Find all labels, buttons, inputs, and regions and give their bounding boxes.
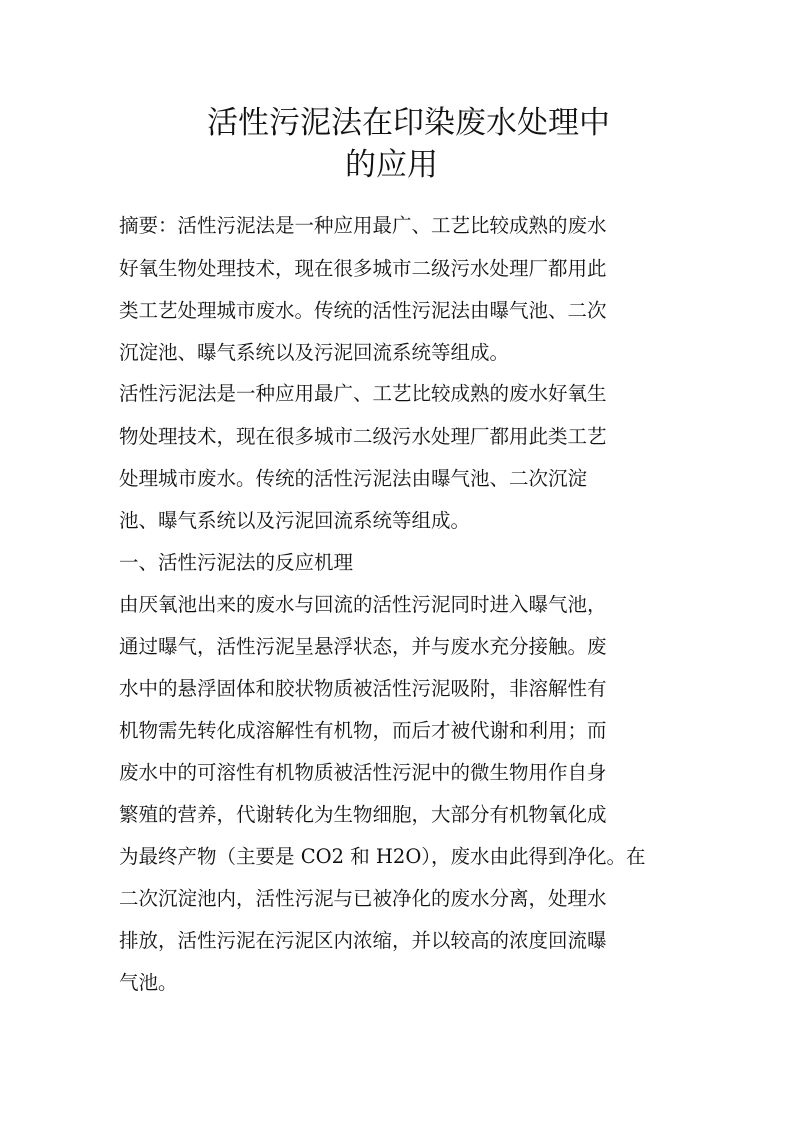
section-body-line: 通过曝气，活性污泥呈悬浮状态，并与废水充分接触。废 <box>119 635 607 658</box>
abstract-line: 好氧生物处理技术，现在很多城市二级污水处理厂都用此 <box>119 257 607 280</box>
section-body-line: 繁殖的营养，代谢转化为生物细胞，大部分有机物氧化成 <box>119 803 607 826</box>
section-body-line: 排放，活性污泥在污泥区内浓缩，并以较高的浓度回流曝 <box>119 929 607 952</box>
section-body-line: 水中的悬浮固体和胶状物质被活性污泥吸附，非溶解性有 <box>119 677 607 700</box>
intro-line: 池、曝气系统以及污泥回流系统等组成。 <box>119 509 471 532</box>
abstract-line: 沉淀池、曝气系统以及污泥回流系统等组成。 <box>119 341 510 364</box>
abstract-line: 摘要：活性污泥法是一种应用最广、工艺比较成熟的废水 <box>119 214 607 237</box>
section-body-line: 由厌氧池出来的废水与回流的活性污泥同时进入曝气池， <box>119 593 607 616</box>
section-body-line: 气池。 <box>119 971 178 994</box>
section-body-line: 为最终产物（主要是 CO2 和 H2O），废水由此得到净化。在 <box>119 845 646 868</box>
section-body-line: 二次沉淀池内，活性污泥与已被净化的废水分离，处理水 <box>119 887 607 910</box>
section-heading: 一、活性污泥法的反应机理 <box>119 551 354 574</box>
section-body-line: 废水中的可溶性有机物质被活性污泥中的微生物用作自身 <box>119 761 607 784</box>
intro-line: 活性污泥法是一种应用最广、工艺比较成熟的废水好氧生 <box>119 382 607 405</box>
intro-line: 物处理技术，现在很多城市二级污水处理厂都用此类工艺 <box>119 425 607 448</box>
section-body-line: 机物需先转化成溶解性有机物，而后才被代谢和利用；而 <box>119 719 607 742</box>
document-title-line-2: 的应用 <box>345 147 438 183</box>
abstract-line: 类工艺处理城市废水。传统的活性污泥法由曝气池、二次 <box>119 299 607 322</box>
intro-line: 处理城市废水。传统的活性污泥法由曝气池、二次沉淀 <box>119 467 588 490</box>
document-title-line-1: 活性污泥法在印染废水处理中 <box>207 105 610 141</box>
